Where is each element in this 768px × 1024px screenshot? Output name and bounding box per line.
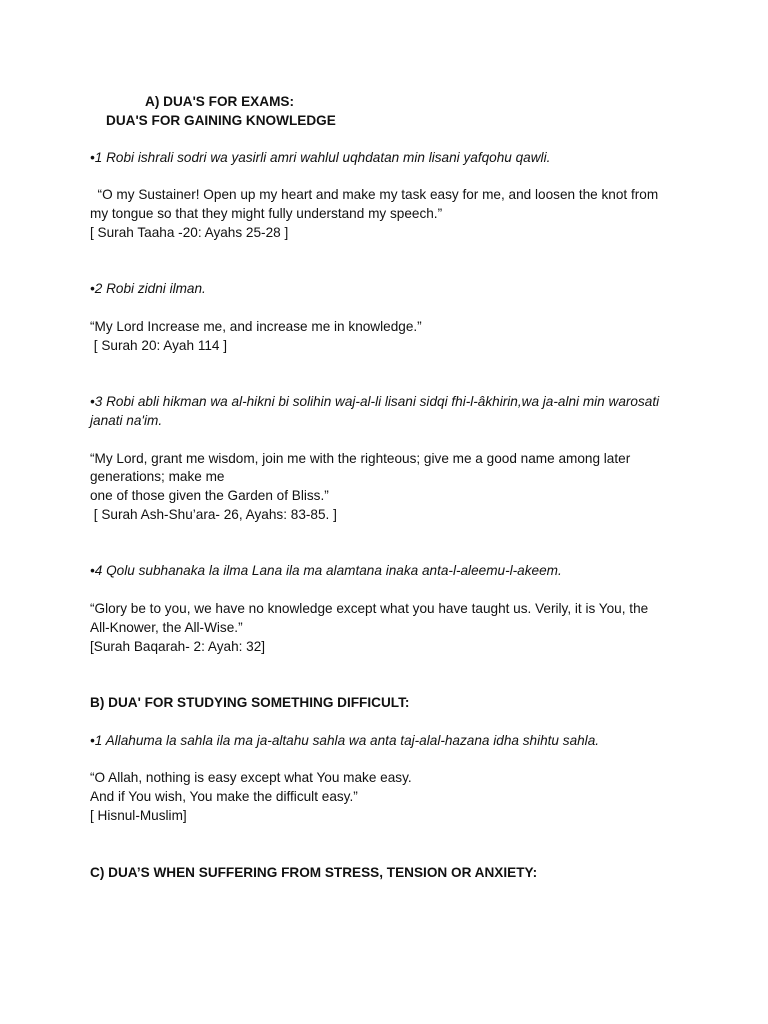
dua-4-transliteration: •4 Qolu subhanaka la ilma Lana ila ma alamtana inaka anta-l-aleemu-l-akeem. — [90, 563, 562, 578]
section-a-heading: A) DUA'S FOR EXAMS: — [145, 94, 294, 109]
dua-3-translation-line-1: “My Lord, grant me wisdom, join me with the righteous; give me a good name among later — [90, 451, 631, 466]
section-b-transliteration: •1 Allahuma la sahla ila ma ja-altahu sahla wa anta taj-alal-hazana idha shihtu sahla. — [90, 733, 600, 748]
section-c-heading: C) DUA’S WHEN SUFFERING FROM STRESS, TENSION OR ANXIETY: — [90, 865, 538, 880]
section-b-reference: [ Hisnul-Muslim] — [90, 808, 187, 823]
dua-4-translation-line-1: “Glory be to you, we have no knowledge except what you have taught us. Verily, it is You, the — [90, 601, 649, 616]
dua-2-translation: “My Lord Increase me, and increase me in knowledge.” — [90, 319, 422, 334]
dua-1-transliteration: •1 Robi ishrali sodri wa yasirli amri wahlul uqhdatan min lisani yafqohu qawli. — [90, 150, 551, 165]
dua-4-reference: [Surah Baqarah- 2: Ayah: 32] — [90, 639, 266, 654]
dua-3-transliteration-line-1: •3 Robi abli hikman wa al-hikni bi solihin waj-al-li lisani sidqi fhi-l-âkhirin,wa ja-alni min warosati — [90, 394, 660, 409]
dua-3-transliteration-line-2: janati na'im. — [90, 413, 163, 428]
dua-1-translation-line-2: my tongue so that they might fully understand my speech.” — [90, 206, 443, 221]
dua-1-reference: [ Surah Taaha -20: Ayahs 25-28 ] — [90, 225, 289, 240]
section-b-translation-line-1: “O Allah, nothing is easy except what You make easy. — [90, 770, 412, 785]
dua-3-translation-line-3: one of those given the Garden of Bliss.” — [90, 488, 329, 503]
dua-2-transliteration: •2 Robi zidni ilman. — [90, 281, 206, 296]
dua-2-reference: [ Surah 20: Ayah 114 ] — [90, 338, 228, 353]
section-a-subheading: DUA'S FOR GAINING KNOWLEDGE — [106, 113, 336, 128]
dua-3-translation-line-2: generations; make me — [90, 469, 225, 484]
section-b-heading: B) DUA' FOR STUDYING SOMETHING DIFFICULT: — [90, 695, 410, 710]
dua-3-reference: [ Surah Ash-Shu’ara- 26, Ayahs: 83-85. ] — [90, 507, 337, 522]
dua-1-translation-line-1: “O my Sustainer! Open up my heart and make my task easy for me, and loosen the knot from — [90, 187, 659, 202]
section-b-translation-line-2: And if You wish, You make the difficult easy.” — [90, 789, 358, 804]
dua-4-translation-line-2: All-Knower, the All-Wise.” — [90, 620, 243, 635]
